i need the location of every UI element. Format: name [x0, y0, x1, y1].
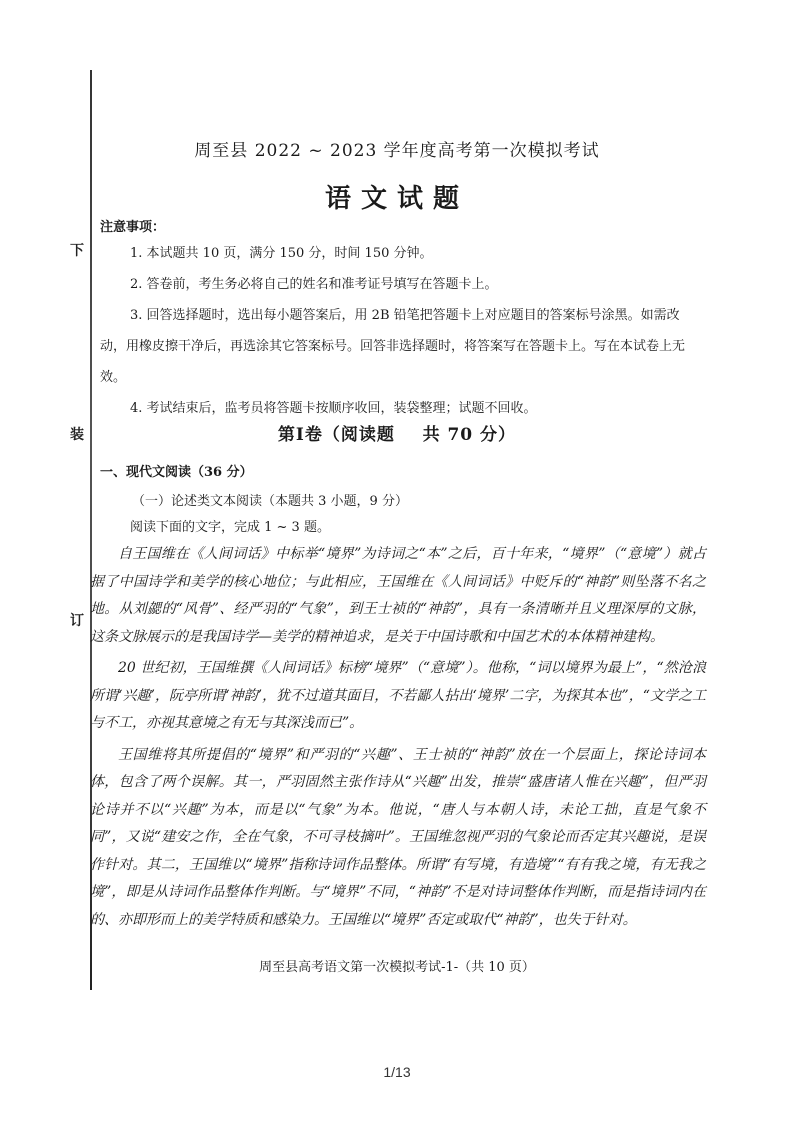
section-instruction: 阅读下面的文字，完成 1 ~ 3 题。 — [130, 520, 330, 535]
passage-paragraph: 20 世纪初，王国维撰《人间词话》标榜“境界”（“意境”）。他称，“词以境界为最上”，“然沧浪所谓‘兴趣’，阮亭所谓‘神韵’，犹不过道其面目，不若鄙人拈出‘境界’二字，为探其本也”，“文学之工与不工，亦视其意境之有无与其深浅而已”。 — [90, 660, 706, 731]
margin-mark-ding: 订 — [70, 613, 84, 629]
part-title — [0, 420, 794, 445]
exam-title: 周至县 2022 ~ 2023 学年度高考第一次模拟考试 — [194, 141, 600, 161]
reading-passage — [90, 541, 706, 938]
page-footer: 周至县高考语文第一次模拟考试-1-（共 10 页） — [259, 960, 535, 975]
notice-list — [100, 238, 690, 424]
notice-item: 2. 答卷前，考生务必将自己的姓名和准考证号填写在答题卡上。 — [130, 277, 498, 292]
passage-paragraph: 王国维将其所提倡的“境界”和严羽的“兴趣”、王士祯的“神韵”放在一个层面上，探论诗词本体，包含了两个误解。其一，严羽固然主张作诗从“兴趣”出发，推崇“盛唐诸人惟在兴趣”，但严羽论诗并不以“兴趣”为本，而是以“气象”为本。他说，“唐人与本朝人诗，未论工拙，直是气象不同”，又说“建安之作，全在气象，不可寻枝摘叶”。王国维忽视严羽的气象论而否定其兴趣说，是误作针对。其二，王国维以“境界”指称诗词作品整体。所谓“有写境，有造境”“有有我之境，有无我之境”，即是从诗词作品整体作判断。与“境界”不同，“神韵”不是对诗词整体作判断，而是指诗词内在的、亦即形而上的美学特质和感染力。王国维以“境界”否定或取代“神韵”，也失于针对。 — [90, 746, 706, 928]
margin-mark-zhuang: 装 — [70, 427, 84, 443]
section-title: 一、现代文阅读（36 分） — [100, 465, 253, 480]
part-title-b: 共 70 分） — [422, 425, 517, 445]
section-subtitle: （一）论述类文本阅读（本题共 3 小题，9 分） — [132, 494, 408, 509]
margin-mark-xia: 下 — [70, 243, 84, 259]
notice-item: 1. 本试题共 10 页，满分 150 分，时间 150 分钟。 — [130, 246, 433, 261]
part-title-a: 第Ⅰ卷（阅读题 — [277, 425, 395, 445]
page-indicator: 1/13 — [383, 1064, 411, 1080]
subject-title: 语文试题 — [324, 184, 469, 214]
notice-heading: 注意事项： — [100, 220, 166, 235]
passage-paragraph: 自王国维在《人间词话》中标举“境界”为诗词之“本”之后，百十年来，“境界”（“意境”）就占据了中国诗学和美学的核心地位；与此相应，王国维在《人间词话》中贬斥的“神韵”则坠落不名之地。从刘勰的“风骨”、经严羽的“气象”，到王士祯的“神韵”，具有一条清晰并且义理深厚的文脉，这条文脉展示的是我国诗学—美学的精神追求，是关于中国诗歌和中国艺术的本体精神建构。 — [90, 546, 706, 645]
notice-item: 4. 考试结束后，监考员将答题卡按顺序收回，装袋整理；试题不回收。 — [130, 401, 537, 416]
notice-item: 3. 回答选择题时，选出每小题答案后，用 2B 铅笔把答题卡上对应题目的答案标号涂黑。如需改动，用橡皮擦干净后，再选涂其它答案标号。回答非选择题时，将答案写在答题卡上。写在本试卷上无效。 — [100, 308, 686, 385]
